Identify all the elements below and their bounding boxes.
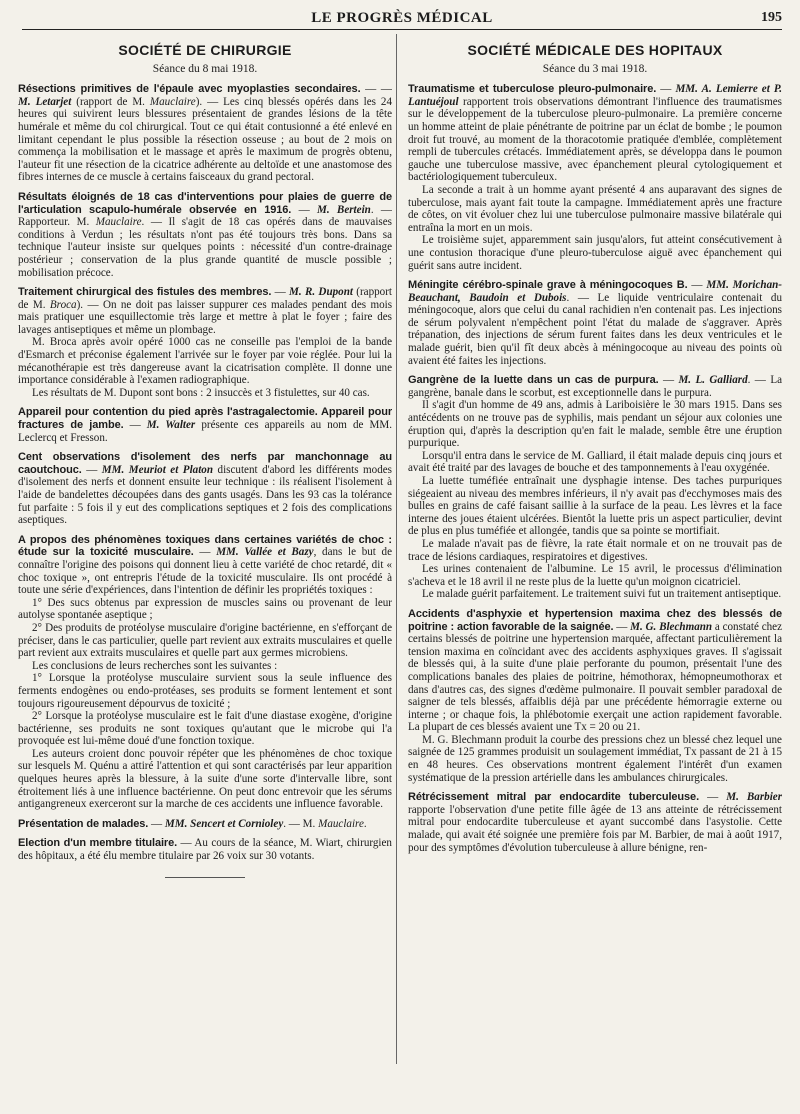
connector: ). — xyxy=(195,95,224,108)
article-author: MM. Sencert et Cornioley xyxy=(164,817,284,830)
article xyxy=(18,534,392,811)
session-date: Séance du 8 mai 1918. xyxy=(152,62,258,75)
left-column xyxy=(18,34,392,1104)
article-author: MM. A. Lemierre et P. Lantuéjoul xyxy=(408,83,782,108)
article-paragraph: Il s'agit d'un homme de 49 ans, admis à Lariboisière le 30 mars 1915. Dans ses antécédents on ne trouve pas de syphilis, mais pendant un séjour aux colonies une éruption qui, d'après la description qu'en fait le malade, semble être une éruption purpurique. xyxy=(408,399,782,450)
article-paragraph: 2° Des produits de protéolyse musculaire d'origine bactérienne, en s'efforçant de préciser, dans le cas particulier, quelle part revient aux extraits musculaires et quelle part revient aux extraits musculaires et quelle part aux germes microbiens. xyxy=(18,621,392,660)
article-heading: A propos des phénomènes toxiques dans certaines variétés de choc : étude sur la toxicité musculaire. xyxy=(18,533,392,559)
article-author: M. Barbier xyxy=(726,791,782,804)
connector: ). — xyxy=(76,298,103,311)
article-paragraph: Lorsqu'il entra dans le service de M. Galliard, il était malade depuis cinq jours et avait été traité par des lavages de bouche et des tamponnements à l'eau oxygénée. xyxy=(408,449,782,475)
article xyxy=(18,818,392,831)
article-list xyxy=(18,83,392,862)
reporter-name: Broca xyxy=(49,298,77,311)
article-heading: Résections primitives de l'épaule avec myoplasties secondaires. xyxy=(18,83,361,96)
separator: — xyxy=(193,546,217,559)
article-author: M. Letarjet xyxy=(18,95,72,108)
separator: — xyxy=(271,286,290,299)
article-heading: Résultats éloignés de 18 cas d'interventions pour plaies de guerre de l'articulation scapulo-humérale observée en 1916. xyxy=(18,190,392,216)
article-lead-paragraph xyxy=(18,406,392,444)
article xyxy=(408,279,782,367)
article-body: Le liquide ventriculaire contenait du méningocoque, alors que celui du canal rachidien n'en contenait pas. Les injections de sérum polyvalent n'empêchent point l'état du malade de s'aggraver. Après trépanation, des injections de sérum furent faites dans les deux ventricules et le malade guérit, bien qu'il fît deux abcès à méningocoque au niveau des points où avaient été faites les injections. xyxy=(408,291,782,367)
article-paragraph: M. Broca après avoir opéré 1000 cas ne conseille pas l'emploi de la bande d'Esmarch et préconise également l'arrivée sur le foyer par voie réglée. Pour lui la mécanothérapie est très dangereuse avant la cicatrisation complète. Il donne une importance considérable à l'examen radiographique. xyxy=(18,336,392,387)
article-paragraph: Les conclusions de leurs recherches sont les suivantes : xyxy=(32,659,278,672)
article xyxy=(18,191,392,279)
separator: — — xyxy=(360,83,392,96)
article-author: M. L. Galliard xyxy=(678,374,748,387)
article-heading: Méningite cérébro-spinale grave à méningocoques B. xyxy=(408,279,688,292)
article-heading: Appareil pour contention du pied après l'astragalectomie. Appareil pour fractures de jambe. xyxy=(18,406,392,432)
session-date: Séance du 3 mai 1918. xyxy=(542,62,648,75)
article xyxy=(18,837,392,862)
separator: — xyxy=(699,791,727,804)
connector: (rapport de M. xyxy=(71,95,150,108)
column-rule xyxy=(396,34,397,1064)
separator: — xyxy=(291,203,317,216)
article-lead-paragraph xyxy=(408,374,782,399)
right-column xyxy=(408,34,782,1104)
article-lead-paragraph xyxy=(18,83,392,184)
reporter-name: Mauclaire xyxy=(149,95,196,108)
separator: — xyxy=(148,817,165,830)
article-body: discutent d'abord les différents modes d'isolement des nerfs et donnent ensuite leur technique : ils réalisent l'isolement à l'aide de bandelettes découpées dans des gants usagés. Dans les 93 cas la tolérance fut parfaite : 5 fois il y eut des complications septiques et 2 fois des complications aseptiques. xyxy=(18,463,392,527)
article-author: MM. Meuriot et Platon xyxy=(101,463,214,476)
article-lead-paragraph xyxy=(18,286,392,336)
reporter-name: Mauclaire xyxy=(95,216,142,229)
article-author: M. Walter xyxy=(146,419,196,432)
article xyxy=(18,451,392,527)
article-body: a constaté chez certains blessés de poitrine une hypertension marquée, affectant particulièrement la tension maxima en coïncidant avec des accidents asphyxiques graves. Il s'agissait de blessés qui, à la suite d'une plaie perforante du poumon, présentait l'une des complications banales des plaies de poitrine, hémothorax, hémopneumothorax et dans d'autres cas, des signes d'œdème pulmonaire. Il pouvait sembler paradoxal de saigner de tels blessés, affaiblis déjà par une précédente hémorragie externe ou interne ; or chaque fois, la phlébotomie exerçait une action rapidement favorable. La plupart de ces blessés avaient une Tx = 20 ou 21. xyxy=(408,620,782,734)
article-paragraph: 1° Des sucs obtenus par expression de muscles sains ou provenant de leur autolyse spontanée aseptique ; xyxy=(18,596,392,622)
page-header xyxy=(22,8,782,30)
article-list xyxy=(408,83,782,854)
article-lead-paragraph xyxy=(18,837,392,862)
article-heading: Cent observations d'isolement des nerfs par manchonnage au caoutchouc. xyxy=(18,451,392,476)
article-body: Il s'agit de 18 cas opérés dans de mauvaises conditions à Verdun ; les résultats n'ont pas été toujours très bons. Dans sa technique l'auteur insiste sur quelques points : nécessité d'un contre-drainage postérieur ; conservation de la plus grande quantité de muscle possible ; mobilisation précoce. xyxy=(18,216,392,279)
separator: — xyxy=(81,463,102,476)
article-body: La gangrène, banale dans le scorbut, est exceptionnelle dans le purpura. xyxy=(408,374,782,399)
article-heading: Election d'un membre titulaire. xyxy=(18,837,178,850)
article-heading: Traitement chirurgical des fistules des membres. xyxy=(18,286,272,299)
connector: , xyxy=(313,546,323,559)
article-heading: Présentation de malades. xyxy=(18,817,149,830)
article-author: M. Bertein xyxy=(316,203,371,216)
connector: . xyxy=(363,817,367,830)
article-paragraph: Les résultats de M. Dupont sont bons : 2 insuccès et 3 fistulettes, sur 40 cas. xyxy=(32,386,370,399)
article-paragraph: La seconde a trait à un homme ayant présenté 4 ans auparavant des signes de tuberculose, mais ayant fait toute la campagne. Immédiatement après une fracture de côtes, on vit évoluer chez lui une tuberculose pulmonaire massive bilatérale qui entraîna la mort en un mois. xyxy=(408,183,782,234)
article-heading: Rétrécissement mitral par endocardite tuberculeuse. xyxy=(408,791,700,804)
article-lead-paragraph xyxy=(18,534,392,597)
article-lead-paragraph xyxy=(18,451,392,527)
article-author: M. G. Blechmann xyxy=(630,620,713,633)
page-number: 195 xyxy=(761,10,782,25)
article xyxy=(18,83,392,184)
article-author: M. R. Dupont xyxy=(289,286,353,299)
article-paragraph: Le troisième sujet, apparemment sain jusqu'alors, fut atteint consécutivement à une contusion thoracique d'une pleuro-tuberculose aiguë avec épanchement qui guérit sans autre incident. xyxy=(408,234,782,272)
article-body: rapporte l'observation d'une petite fille âgée de 13 ans atteinte de rétrécissement mitral pour endocardite tuberculeuse et ayant succombé dans l'asystolie. Cette malade, qui avait été soignée une première fois par M. Barbier, de mai à août 1917, pour des symptômes d'évolution tuberculeuse à allure bénigne, ren- xyxy=(408,803,782,854)
separator: — xyxy=(687,279,707,292)
article xyxy=(408,83,782,272)
article-author: MM. Morichan-Beauchant, Baudoin et Dubois xyxy=(408,279,782,304)
connector: . — xyxy=(747,374,771,387)
connector: . — M. xyxy=(283,817,319,830)
article-heading: Traumatisme et tuberculose pleuro-pulmonaire. xyxy=(408,83,657,96)
separator: — xyxy=(613,620,631,633)
article-paragraph: 2° Lorsque la protéolyse musculaire est le fait d'une diastase exogène, d'origine bactérienne, ses produits ne sont toxiques qu'autant que le microbe qui l'a provoquée est lui-même doué d'une fonction toxique. xyxy=(18,710,392,748)
article xyxy=(408,608,782,784)
connector: . — Rapporteur. M. xyxy=(18,203,392,229)
article-author: MM. Vallée et Bazy xyxy=(216,546,314,559)
article-paragraph: Les auteurs croient donc pouvoir répéter que les phénomènes de choc toxique sur lesquels M. Quénu a attiré l'attention et qui sont caractérisés par leur apparition quelques heures après la blessure, à la suite d'une sorte d'intervalle libre, sont étroitement liés à une influence bactérienne. On peut donc entrevoir que les sérums antigangreneux exerceront sur la marche de ces accidents une influence favorable. xyxy=(18,747,392,811)
article-body: Les cinq blessés opérés dans les 24 heures qui suivirent leurs blessures présentaient de grandes lésions de la tête humérale et même du col chirurgical. Tout ce qui était contusionné a été enlevé en limitant cependant le plus possible la résection osseuse ; au bout de 2 mois on commença la mobilisation et le massage et après le maximum de progrès obtenu, l'auteur fit une résection de la cicatrice adhérente au deltoïde et une anastomose des fibres internes de ce muscle à certains faisceaux du grand pectoral. xyxy=(18,95,392,184)
end-rule xyxy=(165,877,245,878)
article-lead-paragraph xyxy=(18,818,392,831)
article-body: rapportent trois observations démontrant l'influence des traumatismes sur le développement de la tuberculose pleuro-pulmonaire. La première concerne un homme atteint de plaie pénétrante de poitrine par un éclat de bombe ; le poumon droit fut trouvé, au moment de la thoracotomie pratiquée d'emblée, complètement rempli de tubercules crétacés. Immédiatement après, se développa dans le poumon gauche une tuberculose massive, avec épanchement pleural cytologiquement et bactériologiquement tuberculeux. xyxy=(408,95,782,184)
connector: (rapport de M. xyxy=(18,286,392,311)
article-lead-paragraph xyxy=(18,191,392,279)
article xyxy=(408,374,782,601)
article-body: Au cours de la séance, M. Wiart, chirurgien des hôpitaux, a été élu membre titulaire par 26 voix sur 30 votants. xyxy=(18,837,392,863)
article-heading: Accidents d'asphyxie et hypertension maxima chez des blessés de poitrine : action favorable de la saignée. xyxy=(408,607,782,633)
separator: — xyxy=(658,374,679,387)
article xyxy=(18,286,392,399)
article xyxy=(408,791,782,854)
article-paragraph: 1° Lorsque la protéolyse musculaire survient sous la seule influence des ferments endogènes ou endo-protéases, ses produits se forment lentement et sont toujours rigoureusement dépourvus de toxicité ; xyxy=(18,672,392,710)
article-paragraph: Le malade guérit parfaitement. Le traitement suivi fut un traitement antiseptique. xyxy=(422,588,782,601)
connector: . — xyxy=(566,291,598,304)
article-heading: Gangrène de la luette dans un cas de purpura. xyxy=(408,374,659,387)
running-title: LE PROGRÈS MÉDICAL xyxy=(311,10,493,26)
article-lead-paragraph xyxy=(408,791,782,854)
connector: . — xyxy=(141,216,169,229)
article-lead-paragraph xyxy=(408,83,782,184)
article-body: dans le but de connaître l'origine des poisons qui donnent lieu à cette variété de choc retardé, dit « choc toxique », ont entrepris l'étude de la toxicité musculaire. Ils ont procédé à toute une série d'expériences, dans l'intention de définir les propriétés toxiques : xyxy=(18,546,392,597)
article-paragraph: La luette tuméfiée entraînait une dysphagie intense. Des taches purpuriques siégeaient au niveau des membres inférieurs, il n'y avait pas d'ecchymoses mais des bulles en grains de café faisant saillie à la surface de la peau. Les lèvres et la face interne des joues étaient ulcérées. Bientôt la luette pris un aspect particulier, devint de plus en plus tuméfiée et allongée, tandis que sa pointe se mortifiait. xyxy=(408,475,782,538)
section-title: SOCIÉTÉ DE CHIRURGIE xyxy=(118,42,292,58)
article-body: présente ces appareils au nom de MM. Leclercq et Fresson. xyxy=(18,419,392,444)
article-body: On ne doit pas laisser suppurer ces malades pendant des mois mais pratiquer une esquillectomie très large et mettre à plat le foyer ; faire des lavages antiseptiques et même un plombage. xyxy=(18,298,392,336)
separator: — xyxy=(123,419,147,432)
article-lead-paragraph xyxy=(408,608,782,734)
section-title: SOCIÉTÉ MÉDICALE DES HOPITAUX xyxy=(467,42,723,58)
article-paragraph: M. G. Blechmann produit la courbe des pressions chez un blessé chez lequel une saignée de 125 grammes produisit un soulagement immédiat, Tx passant de 21 à 15 en 48 heures. Ces observations montrent également l'intérêt d'un examen systématique de la pression artérielle dans les ambulances chirurgicales. xyxy=(408,733,782,784)
article-paragraph: Les urines contenaient de l'albumine. Le 15 avril, le processus d'élimination s'acheva et le 18 avril il ne reste plus de la luette qu'un moignon cicatriciel. xyxy=(408,563,782,588)
separator: — xyxy=(656,83,676,96)
article-paragraph: Le malade n'avait pas de fièvre, la rate était normale et on ne trouvait pas de trace de lésions cardiaques, respiratoires et digestives. xyxy=(408,537,782,563)
article xyxy=(18,406,392,444)
article-lead-paragraph xyxy=(408,279,782,367)
separator: — xyxy=(177,837,195,850)
reporter-name: Mauclaire xyxy=(318,817,364,830)
